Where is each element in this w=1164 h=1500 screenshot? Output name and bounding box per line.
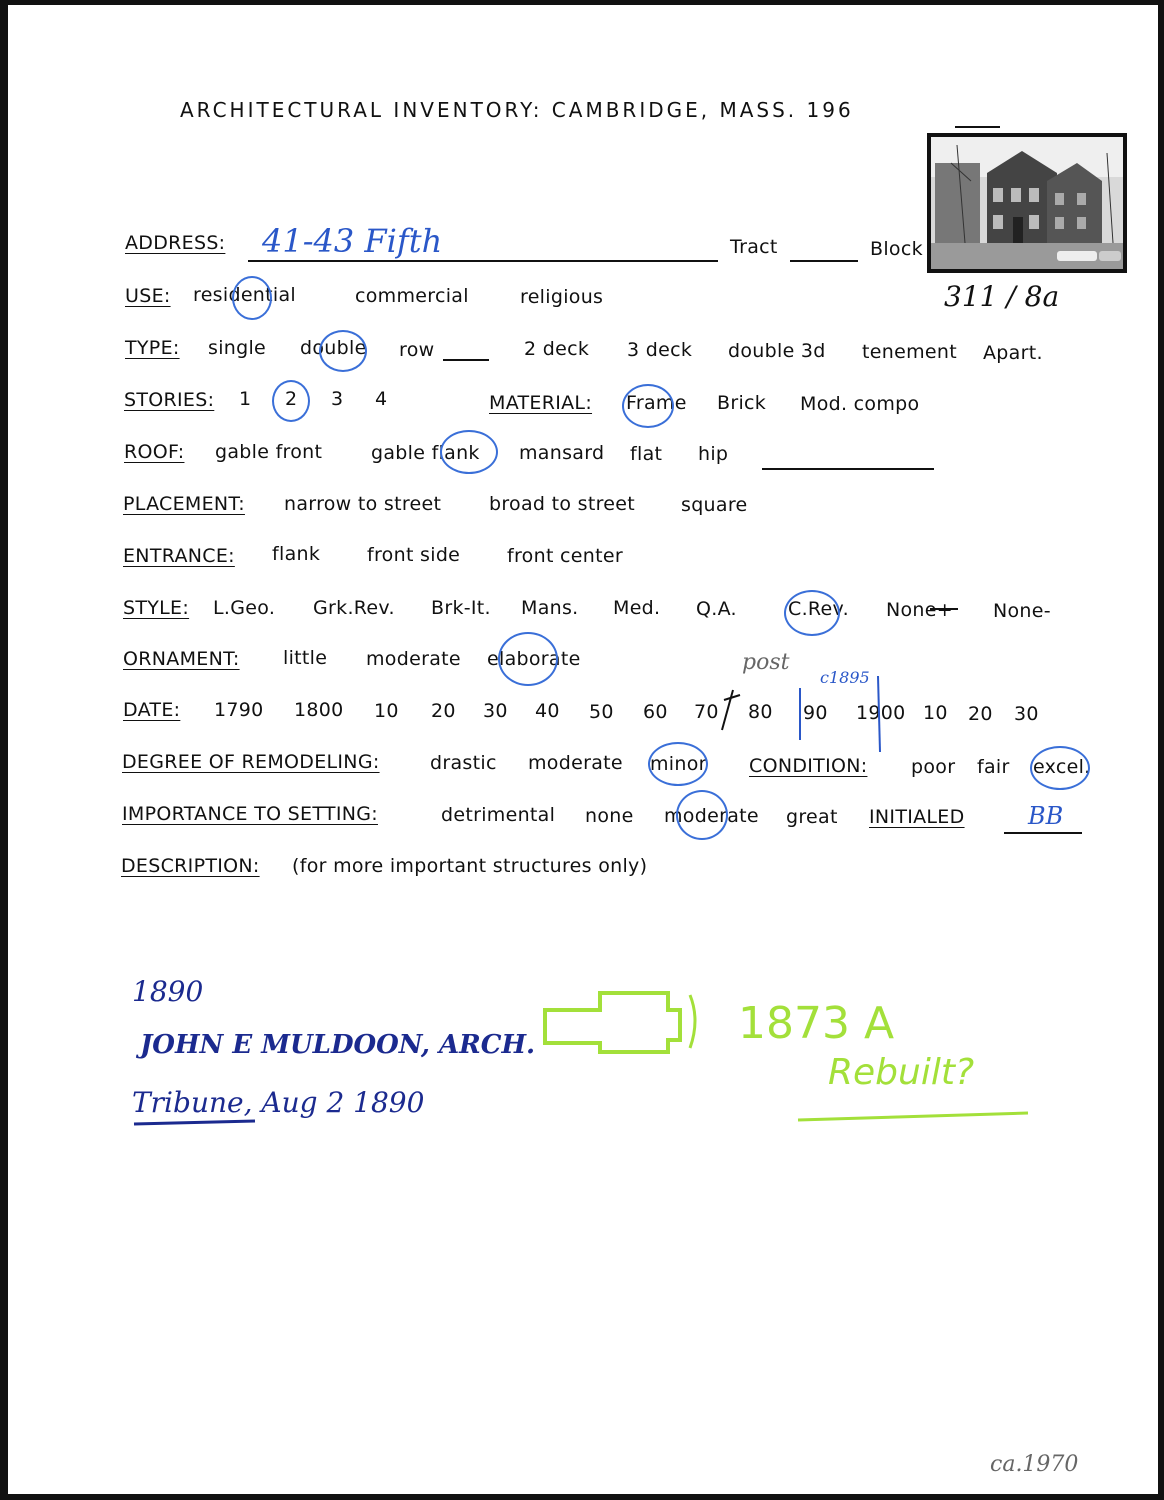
block-number: 311 / 8a <box>944 280 1060 313</box>
date-option-1930: 30 <box>1014 703 1039 725</box>
address-label: ADDRESS: <box>125 232 226 254</box>
style-label: STYLE: <box>123 597 190 619</box>
style-option-lgeo: L.Geo. <box>213 597 276 619</box>
date-option-1910: 10 <box>923 702 948 724</box>
type-option-2deck: 2 deck <box>524 338 590 360</box>
form-title: ARCHITECTURAL INVENTORY: CAMBRIDGE, MASS. 196 <box>180 98 854 122</box>
use-option-religious: religious <box>520 286 604 308</box>
note-year: 1890 <box>132 975 204 1008</box>
block-label: Block <box>870 238 923 260</box>
importance-label: IMPORTANCE TO SETTING: <box>122 803 378 825</box>
condition-option-fair: fair <box>977 756 1010 778</box>
tract-label: Tract <box>730 236 778 258</box>
material-option-frame: Frame <box>626 392 687 414</box>
roof-label: ROOF: <box>124 441 185 463</box>
type-option-tenement: tenement <box>862 341 957 363</box>
roof-option-hip: hip <box>698 443 729 465</box>
initialed-label: INITIALED <box>869 806 965 828</box>
date-option-1800: 1800 <box>294 699 344 721</box>
green-plan-outline <box>545 993 680 1052</box>
note-architect: JOHN E MULDOON, ARCH. <box>140 1030 536 1060</box>
date-option-80: 80 <box>748 701 773 723</box>
date-option-60: 60 <box>643 701 668 723</box>
entrance-option-front-center: front center <box>507 545 623 567</box>
green-underline <box>798 1113 1028 1120</box>
condition-option-poor: poor <box>911 756 956 778</box>
entrance-label: ENTRANCE: <box>123 545 235 567</box>
date-start-mark <box>722 690 733 730</box>
style-option-qa: Q.A. <box>696 598 737 620</box>
entrance-option-flank: flank <box>272 543 321 565</box>
date-option-10: 10 <box>374 700 399 722</box>
placement-label: PLACEMENT: <box>123 493 245 515</box>
type-option-3deck: 3 deck <box>627 339 693 361</box>
placement-option-square: square <box>681 494 748 516</box>
date-option-1790: 1790 <box>214 699 264 721</box>
entrance-option-front-side: front side <box>367 544 461 566</box>
date-option-1900: 1900 <box>856 702 906 724</box>
initialed-value: BB <box>1028 802 1064 830</box>
stories-option-3: 3 <box>331 388 344 410</box>
date-option-1920: 20 <box>968 703 993 725</box>
date-option-70: 70 <box>694 701 719 723</box>
stories-option-2: 2 <box>285 388 298 410</box>
remodeling-label: DEGREE OF REMODELING: <box>122 751 380 773</box>
importance-option-great: great <box>786 806 838 828</box>
roof-option-gable-flank: gable flank <box>371 442 480 464</box>
use-label: USE: <box>125 285 171 307</box>
ornament-option-little: little <box>283 647 328 669</box>
use-option-commercial: commercial <box>355 285 469 307</box>
stories-option-4: 4 <box>375 388 388 410</box>
style-option-none-minus: None- <box>993 600 1051 622</box>
condition-label: CONDITION: <box>749 755 868 777</box>
description-hint: (for more important structures only) <box>292 855 648 877</box>
style-option-crev: C.Rev. <box>788 598 849 620</box>
remodeling-option-minor: minor <box>650 753 707 775</box>
style-option-grkrev: Grk.Rev. <box>313 597 395 619</box>
source-underline <box>134 1121 255 1124</box>
material-label: MATERIAL: <box>489 392 593 414</box>
ornament-label: ORNAMENT: <box>123 648 240 670</box>
roof-option-gable-front: gable front <box>215 441 323 463</box>
material-option-mod-compo: Mod. compo <box>800 393 920 415</box>
note-source: Tribune, Aug 2 1890 <box>132 1086 425 1119</box>
importance-option-detrimental: detrimental <box>441 804 556 826</box>
style-option-med: Med. <box>613 597 661 619</box>
type-option-double3d: double 3d <box>728 340 826 362</box>
type-label: TYPE: <box>125 337 180 359</box>
style-option-none-plus: None+ <box>886 599 953 621</box>
date-option-90: 90 <box>803 702 828 724</box>
description-label: DESCRIPTION: <box>121 855 260 877</box>
style-option-brkit: Brk-It. <box>431 597 491 619</box>
use-option-residential: residential <box>193 284 297 306</box>
importance-option-moderate: moderate <box>664 805 759 827</box>
note-green-year: 1873 A <box>738 998 895 1049</box>
note-green-rebuilt: Rebuilt? <box>828 1052 975 1093</box>
remodeling-option-moderate: moderate <box>528 752 623 774</box>
type-option-double: double <box>300 337 367 359</box>
type-option-single: single <box>208 337 267 359</box>
ornament-option-moderate: moderate <box>366 648 461 670</box>
placement-option-broad: broad to street <box>489 493 636 515</box>
condition-option-excel: excel. <box>1033 756 1091 778</box>
green-brace <box>690 995 695 1048</box>
date-label: DATE: <box>123 699 181 721</box>
roof-option-mansard: mansard <box>519 442 605 464</box>
date-range-right <box>878 676 880 752</box>
date-option-40: 40 <box>535 700 560 722</box>
style-option-mans: Mans. <box>521 597 579 619</box>
stories-option-1: 1 <box>239 388 252 410</box>
material-option-brick: Brick <box>717 392 767 414</box>
address-value: 41-43 Fifth <box>262 222 443 260</box>
importance-option-none: none <box>585 805 634 827</box>
ornament-option-elaborate: elaborate <box>487 648 581 670</box>
roof-option-flat: flat <box>630 443 663 465</box>
type-option-apart: Apart. <box>983 342 1043 364</box>
remodeling-option-drastic: drastic <box>430 752 497 774</box>
date-option-30: 30 <box>483 700 508 722</box>
note-corner-date: ca.1970 <box>990 1452 1079 1477</box>
date-option-20: 20 <box>431 700 456 722</box>
placement-option-narrow: narrow to street <box>284 493 442 515</box>
type-option-row: row <box>399 339 435 361</box>
date-note-post: post <box>742 650 790 675</box>
date-note-circa: c1895 <box>820 668 870 687</box>
stories-label: STORIES: <box>124 389 215 411</box>
date-option-50: 50 <box>589 701 614 723</box>
